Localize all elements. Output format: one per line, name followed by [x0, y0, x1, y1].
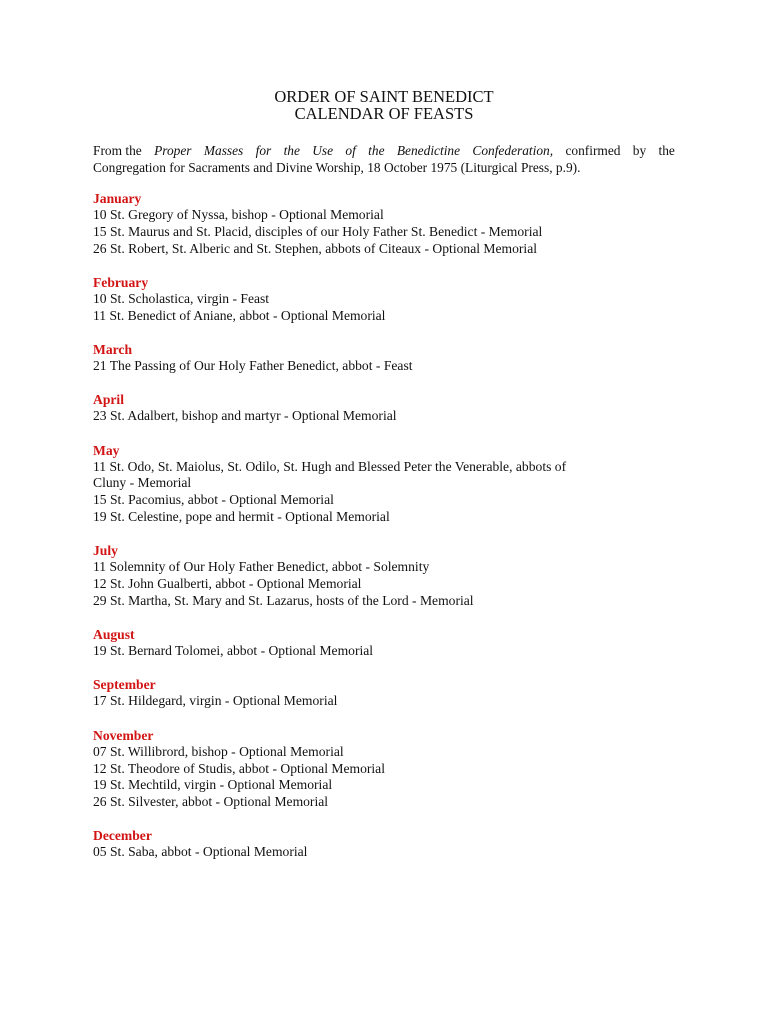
feast-entry: 10 St. Scholastica, virgin - Feast	[93, 290, 270, 306]
intro-title-word: Confederation,	[472, 143, 554, 158]
month-heading: December	[93, 828, 152, 844]
intro-title-word: the	[283, 143, 300, 158]
month-heading: February	[93, 274, 149, 290]
feast-entry: 07 St. Willibrord, bishop - Optional Memorial	[93, 743, 344, 759]
month-heading: August	[93, 627, 135, 643]
intro-suffix-word: confirmed	[565, 143, 621, 158]
month-heading: September	[93, 677, 156, 693]
feast-entry: 15 St. Maurus and St. Placid, disciples of our Holy Father St. Benedict - Memorial	[93, 223, 543, 239]
month-heading: November	[93, 727, 154, 743]
feast-entry: 17 St. Hildegard, virgin - Optional Memorial	[93, 693, 338, 709]
month-section-july	[93, 542, 683, 609]
feast-entry: 26 St. Robert, St. Alberic and St. Stephen, abbots of Citeaux - Optional Memorial	[93, 240, 538, 256]
month-section-may	[93, 442, 683, 526]
feast-entry: 11 Solemnity of Our Holy Father Benedict, abbot - Solemnity	[93, 559, 430, 575]
month-section-march	[93, 341, 683, 375]
feast-entry: 11 St. Benedict of Aniane, abbot - Optional Memorial	[93, 307, 386, 323]
intro-line-1	[93, 142, 675, 159]
page-title: ORDER OF SAINT BENEDICT	[274, 87, 494, 106]
month-heading: April	[93, 392, 124, 408]
feast-entry: 21 The Passing of Our Holy Father Benedict, abbot - Feast	[93, 357, 413, 373]
month-heading: March	[93, 341, 133, 357]
intro-title-word: for	[255, 143, 272, 158]
intro-title-word: Masses	[203, 143, 244, 158]
feast-entry: 12 St. John Gualberti, abbot - Optional Memorial	[93, 576, 362, 592]
month-section-january	[93, 190, 683, 257]
calendar-list	[93, 190, 683, 878]
feast-entry: 15 St. Pacomius, abbot - Optional Memorial	[93, 492, 334, 508]
month-section-september	[93, 676, 683, 710]
feast-entry: 26 St. Silvester, abbot - Optional Memorial	[93, 794, 329, 810]
intro-suffix-word: by	[632, 143, 647, 158]
feast-entry: 19 St. Mechtild, virgin - Optional Memorial	[93, 777, 333, 793]
feast-entry: 19 St. Bernard Tolomei, abbot - Optional Memorial	[93, 643, 374, 659]
intro-paragraph	[93, 142, 675, 176]
intro-title-word: of	[345, 143, 356, 158]
feast-entry: 23 St. Adalbert, bishop and martyr - Optional Memorial	[93, 408, 397, 424]
feast-entry: 19 St. Celestine, pope and hermit - Optional Memorial	[93, 508, 390, 524]
feast-entry: 10 St. Gregory of Nyssa, bishop - Optional Memorial	[93, 207, 384, 222]
intro-title-word: Benedictine	[396, 143, 461, 158]
intro-suffix-word: the	[658, 143, 675, 158]
month-heading: January	[93, 191, 142, 206]
feast-entry: 29 St. Martha, St. Mary and St. Lazarus, hosts of the Lord - Memorial	[93, 592, 474, 608]
intro-line-2: Congregation for Sacraments and Divine Worship, 18 October 1975 (Liturgical Press, p.9).	[93, 160, 581, 175]
month-section-april	[93, 391, 683, 425]
intro-title-word: Use	[312, 143, 334, 158]
intro-title-word: the	[368, 143, 385, 158]
feast-entry: 11 St. Odo, St. Maiolus, St. Odilo, St. Hugh and Blessed Peter the Venerable, abbots of	[93, 458, 567, 474]
intro-title-word: Proper	[154, 143, 192, 158]
intro-prefix: From the	[93, 143, 142, 158]
feast-entry: 05 St. Saba, abbot - Optional Memorial	[93, 844, 308, 860]
month-section-august	[93, 626, 683, 660]
month-heading: May	[93, 442, 120, 458]
month-section-december	[93, 827, 683, 861]
month-heading: July	[93, 543, 118, 559]
title-block	[0, 88, 768, 122]
feast-entry: 12 St. Theodore of Studis, abbot - Optional Memorial	[93, 760, 385, 776]
month-section-february	[93, 274, 683, 325]
month-section-november	[93, 727, 683, 811]
feast-entry: Cluny - Memorial	[93, 475, 192, 491]
page-subtitle: CALENDAR OF FEASTS	[294, 104, 474, 123]
